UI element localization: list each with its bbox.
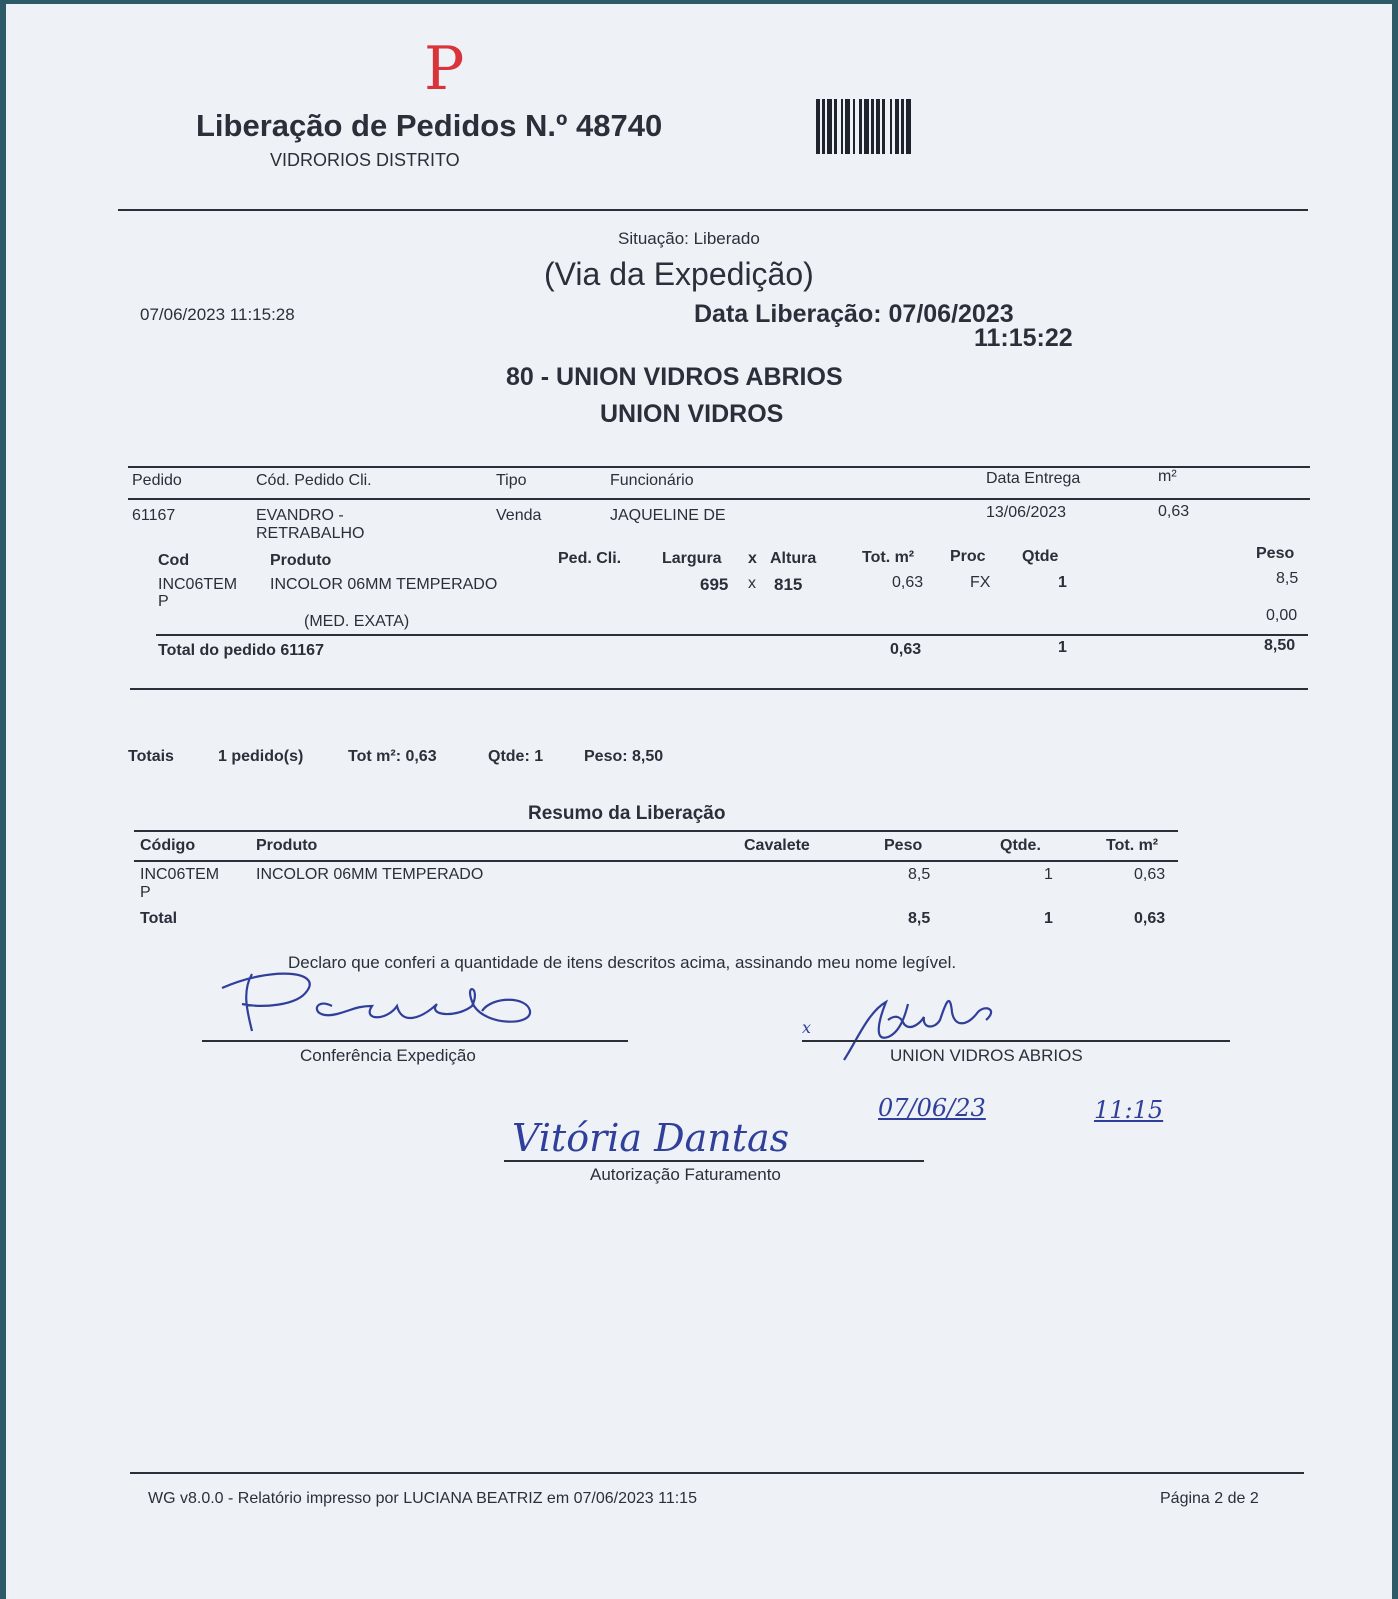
release-date: Data Liberação: 07/06/2023: [694, 300, 1014, 328]
item-col-cod: Cod: [158, 552, 190, 569]
col-pedido: Pedido: [132, 472, 182, 489]
order-m2: 0,63: [1158, 503, 1190, 520]
status-text: Situação: Liberado: [618, 229, 760, 248]
order-tipo: Venda: [496, 507, 542, 524]
col-cod-cli: Cód. Pedido Cli.: [256, 472, 372, 489]
item-col-altura: Altura: [770, 550, 817, 567]
order-pedido: 61167: [132, 507, 176, 524]
summary-total-tot-m2: 0,63: [1134, 910, 1166, 927]
item-cod-1: INC06TEM: [158, 576, 238, 593]
summary-col-cavalete: Cavalete: [744, 837, 810, 854]
summary-total-label: Total: [140, 910, 178, 927]
totals-peso: Peso: 8,50: [584, 748, 664, 765]
order-cod-cli-2: RETRABALHO: [256, 525, 365, 542]
summary-col-peso: Peso: [884, 837, 923, 854]
signature-line-bottom: [504, 1160, 924, 1162]
item-col-qtde: Qtde: [1022, 548, 1059, 565]
item-col-largura: Largura: [662, 550, 722, 567]
via-text: (Via da Expedição): [544, 256, 814, 292]
order-total-qtde: 1: [1058, 639, 1067, 656]
order-total-label: Total do pedido 61167: [158, 642, 324, 659]
footer-rule: [130, 1472, 1304, 1474]
summary-title: Resumo da Liberação: [528, 803, 726, 824]
signature-label-right: UNION VIDROS ABRIOS: [890, 1046, 1083, 1065]
summary-tot-m2: 0,63: [1134, 866, 1166, 883]
order-header-rule: [128, 498, 1310, 500]
client-short-name: UNION VIDROS: [600, 400, 784, 428]
signature-line-right: [802, 1040, 1230, 1042]
item-col-x: x: [748, 550, 757, 567]
order-total-m2: 0,63: [890, 641, 922, 658]
summary-codigo-1: INC06TEM: [140, 866, 220, 883]
item-produto: INCOLOR 06MM TEMPERADO: [270, 576, 498, 593]
item-altura: 815: [774, 575, 803, 594]
summary-col-codigo: Código: [140, 837, 196, 854]
col-m2: m²: [1158, 468, 1177, 485]
handwritten-date: 07/06/23: [878, 1094, 986, 1122]
company-subtitle: VIDRORIOS DISTRITO: [270, 150, 460, 170]
order-table-top-rule: [128, 466, 1310, 468]
item-x: x: [748, 575, 756, 592]
release-time: 11:15:22: [974, 324, 1073, 352]
client-name: 80 - UNION VIDROS ABRIOS: [506, 363, 843, 391]
col-funcionario: Funcionário: [610, 472, 694, 489]
order-cod-cli-1: EVANDRO -: [256, 507, 344, 524]
summary-total-peso: 8,5: [908, 910, 931, 927]
col-tipo: Tipo: [496, 472, 527, 489]
item-largura: 695: [700, 575, 729, 594]
item-peso: 8,5: [1276, 570, 1299, 587]
header-divider: [118, 209, 1308, 211]
order-total-peso: 8,50: [1264, 637, 1296, 654]
order-data-entrega: 13/06/2023: [986, 504, 1067, 521]
summary-produto: INCOLOR 06MM TEMPERADO: [256, 866, 484, 883]
printed-datetime: 07/06/2023 11:15:28: [140, 305, 295, 324]
item-col-tot-m2: Tot. m²: [862, 549, 915, 566]
item-cod-2: P: [158, 593, 169, 610]
declaration-text: Declaro que conferi a quantidade de itens descritos acima, assinando meu nome legível.: [288, 953, 957, 972]
signature-label-left: Conferência Expedição: [300, 1046, 476, 1065]
summary-col-qtde: Qtde.: [1000, 837, 1041, 854]
summary-peso: 8,5: [908, 866, 931, 883]
item-col-proc: Proc: [950, 548, 986, 565]
barcode: [816, 99, 1026, 154]
summary-col-produto: Produto: [256, 837, 318, 854]
summary-codigo-2: P: [140, 884, 151, 901]
totals-qtde: Qtde: 1: [488, 748, 544, 765]
signature-line-left: [202, 1040, 628, 1042]
item-tot-m2: 0,63: [892, 574, 924, 591]
handwritten-time: 11:15: [1094, 1096, 1164, 1124]
item-peso-2: 0,00: [1266, 607, 1298, 624]
summary-header-rule: [134, 860, 1178, 862]
signature-x-mark: x: [802, 1018, 812, 1037]
order-funcionario: JAQUELINE DE: [610, 507, 726, 524]
signature-label-bottom: Autorização Faturamento: [590, 1165, 781, 1184]
item-col-ped-cli: Ped. Cli.: [558, 550, 622, 567]
summary-col-tot-m2: Tot. m²: [1106, 837, 1159, 854]
item-col-peso: Peso: [1256, 545, 1295, 562]
signature-conferencia: [212, 966, 552, 1044]
red-mark: P: [424, 34, 465, 104]
document-title: Liberação de Pedidos N.º 48740: [196, 108, 663, 143]
item-obs: (MED. EXATA): [304, 613, 410, 630]
totals-label: Totais: [128, 748, 174, 765]
col-data-entrega: Data Entrega: [986, 470, 1081, 487]
order-total-rule: [156, 634, 1308, 636]
signature-autorizacao: Vitória Dantas: [512, 1116, 790, 1160]
summary-qtde: 1: [1044, 866, 1053, 883]
item-proc: FX: [970, 574, 991, 591]
item-qtde: 1: [1058, 574, 1067, 591]
document-page: [6, 4, 1392, 1599]
summary-top-rule: [134, 830, 1178, 832]
totals-m2: Tot m²: 0,63: [348, 748, 437, 765]
footer-report-info: WG v8.0.0 - Relatório impresso por LUCIANA BEATRIZ em 07/06/2023 11:15: [148, 1490, 697, 1507]
summary-total-qtde: 1: [1044, 910, 1053, 927]
footer-page-number: Página 2 de 2: [1160, 1490, 1259, 1507]
item-col-produto: Produto: [270, 552, 332, 569]
totals-pedidos: 1 pedido(s): [218, 748, 304, 765]
order-bottom-rule: [130, 688, 1308, 690]
